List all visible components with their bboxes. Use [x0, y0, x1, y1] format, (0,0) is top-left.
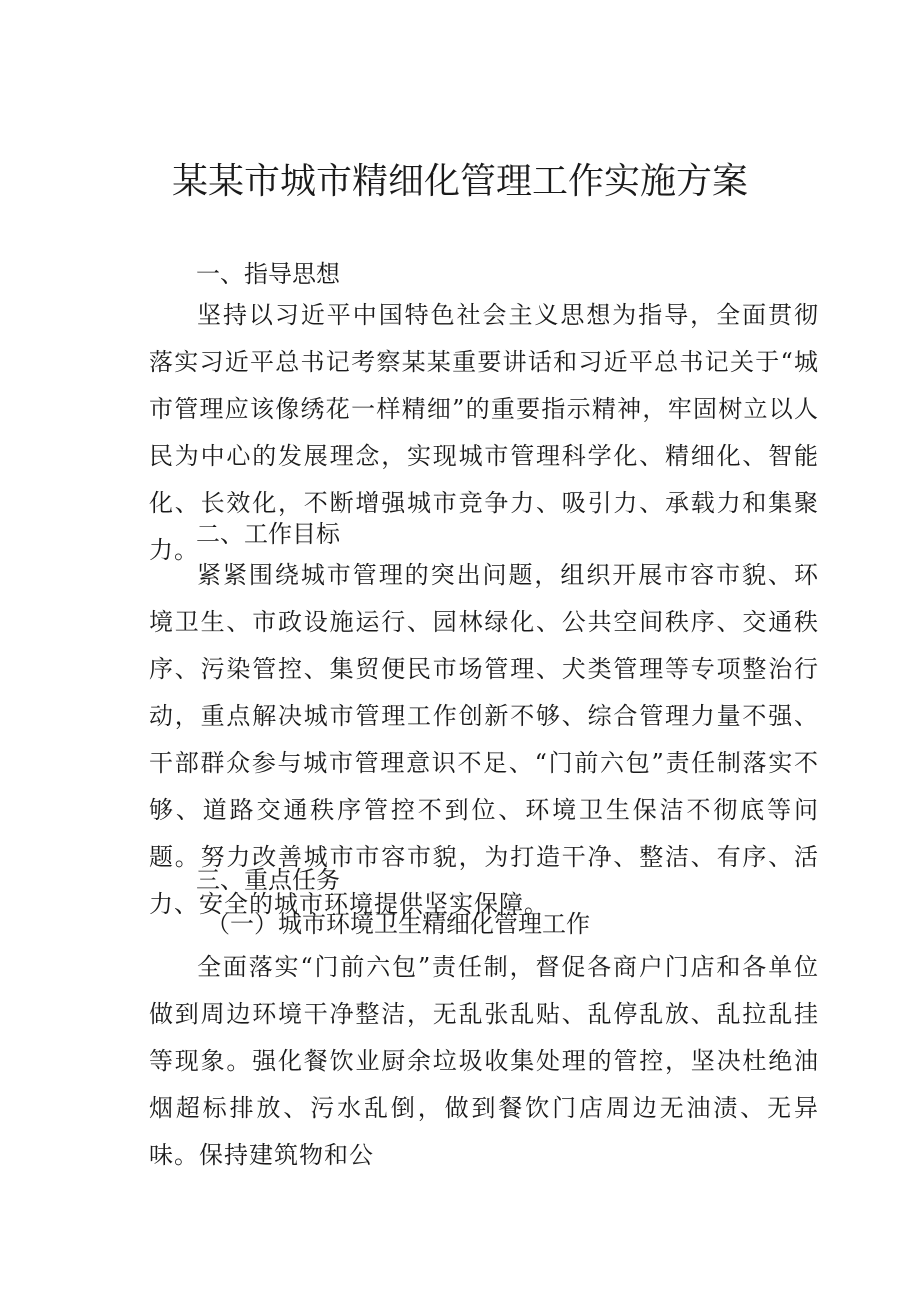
paragraph-environmental-sanitation: 全面落实“门前六包”责任制，督促各商户门店和各单位做到周边环境干净整洁，无乱张乱贴、乱停乱放、乱拉乱挂等现象。强化餐饮业厨余垃圾收集处理的管控，坚决杜绝油烟超标排放、污水乱倒，做到餐饮门店周边无油渍、无异味。保持建筑物和公	[149, 953, 819, 1169]
section-heading-work-goals: 二、工作目标	[196, 520, 340, 548]
document-title: 某某市城市精细化管理工作实施方案	[171, 161, 748, 202]
section-heading-guiding-ideology: 一、指导思想	[196, 260, 340, 288]
paragraph-guiding-ideology: 坚持以习近平中国特色社会主义思想为指导，全面贯彻落实习近平总书记考察某某重要讲话和习近平总书记关于“城市管理应该像绣花一样精细”的重要指示精神，牢固树立以人民为中心的发展理念，实现城市管理科学化、精细化、智能化、长效化，不断增强城市竞争力、吸引力、承载力和集聚力。	[149, 301, 819, 564]
subheading-environmental-sanitation: （一）城市环境卫生精细化管理工作	[206, 910, 590, 938]
paragraph-work-goals: 紧紧围绕城市管理的突出问题，组织开展市容市貌、环境卫生、市政设施运行、园林绿化、公共空间秩序、交通秩序、污染管控、集贸便民市场管理、犬类管理等专项整治行动，重点解决城市管理工作创新不够、综合管理力量不强、干部群众参与城市管理意识不足、“门前六包”责任制落实不够、道路交通秩序管控不到位、环境卫生保洁不彻底等问题。努力改善城市市容市貌，为打造干净、整洁、有序、活力、安全的城市环境提供坚实保障。	[149, 561, 819, 918]
section-heading-key-tasks: 三、重点任务	[196, 866, 340, 894]
